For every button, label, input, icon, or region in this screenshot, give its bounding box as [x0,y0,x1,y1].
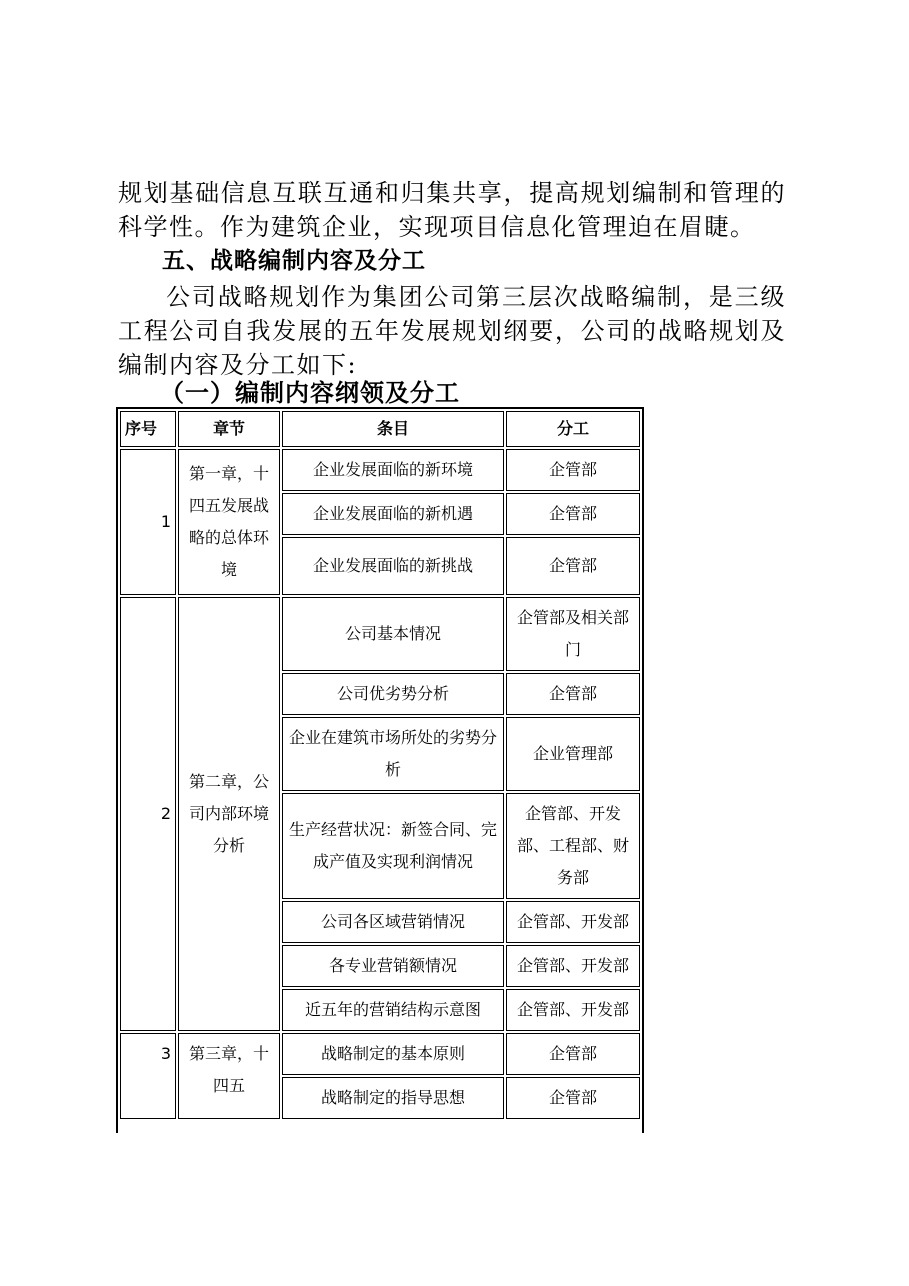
cell-division: 企业管理部 [506,717,640,791]
cell-division: 企管部 [506,537,640,595]
cell-division: 企管部 [506,1033,640,1075]
cell-chapter: 第二章，公司内部环境分析 [178,597,280,1031]
table-row [120,1033,640,1075]
table-row [120,449,640,491]
cell-no: 1 [120,449,176,595]
cell-division: 企管部、开发部 [506,945,640,987]
header-division: 分工 [506,411,640,447]
section-heading-five: 五、战略编制内容及分工 [162,248,426,274]
cell-chapter: 第一章，十四五发展战略的总体环境 [178,449,280,595]
plan-table-container [116,407,644,1133]
cell-no: 3 [120,1033,176,1119]
cell-item: 企业发展面临的新环境 [282,449,504,491]
cell-division: 企管部 [506,493,640,535]
cell-item: 战略制定的基本原则 [282,1033,504,1075]
cell-chapter: 第三章，十四五 [178,1033,280,1119]
cell-division: 企管部、开发部、工程部、财务部 [506,793,640,899]
body-paragraph-1: 规划基础信息互联互通和归集共享，提高规划编制和管理的科学性。作为建筑企业，实现项目信息化管理迫在眉睫。 [118,179,786,241]
subsection-heading-one: （一）编制内容纲领及分工 [160,379,460,407]
header-chapter: 章节 [178,411,280,447]
cell-item: 近五年的营销结构示意图 [282,989,504,1031]
cell-item: 各专业营销额情况 [282,945,504,987]
header-no: 序号 [120,411,176,447]
cell-item: 公司基本情况 [282,597,504,671]
cell-item: 企业发展面临的新机遇 [282,493,504,535]
cell-item: 公司各区域营销情况 [282,901,504,943]
body-paragraph-2: 公司战略规划作为集团公司第三层次战略编制，是三级工程公司自我发展的五年发展规划纲要，公司的战略规划及编制内容及分工如下: [118,283,786,379]
cell-item: 公司优劣势分析 [282,673,504,715]
cell-item: 企业发展面临的新挑战 [282,537,504,595]
cell-item: 企业在建筑市场所处的劣势分析 [282,717,504,791]
cell-division: 企管部及相关部门 [506,597,640,671]
header-item: 条目 [282,411,504,447]
cell-item: 战略制定的指导思想 [282,1077,504,1119]
cell-division: 企管部、开发部 [506,901,640,943]
cell-item: 生产经营状况：新签合同、完成产值及实现利润情况 [282,793,504,899]
cell-division: 企管部 [506,1077,640,1119]
cell-division: 企管部 [506,673,640,715]
cell-division: 企管部、开发部 [506,989,640,1031]
table-header-row [120,411,640,447]
table-row [120,597,640,671]
plan-table [118,409,642,1121]
cell-no: 2 [120,597,176,1031]
cell-division: 企管部 [506,449,640,491]
